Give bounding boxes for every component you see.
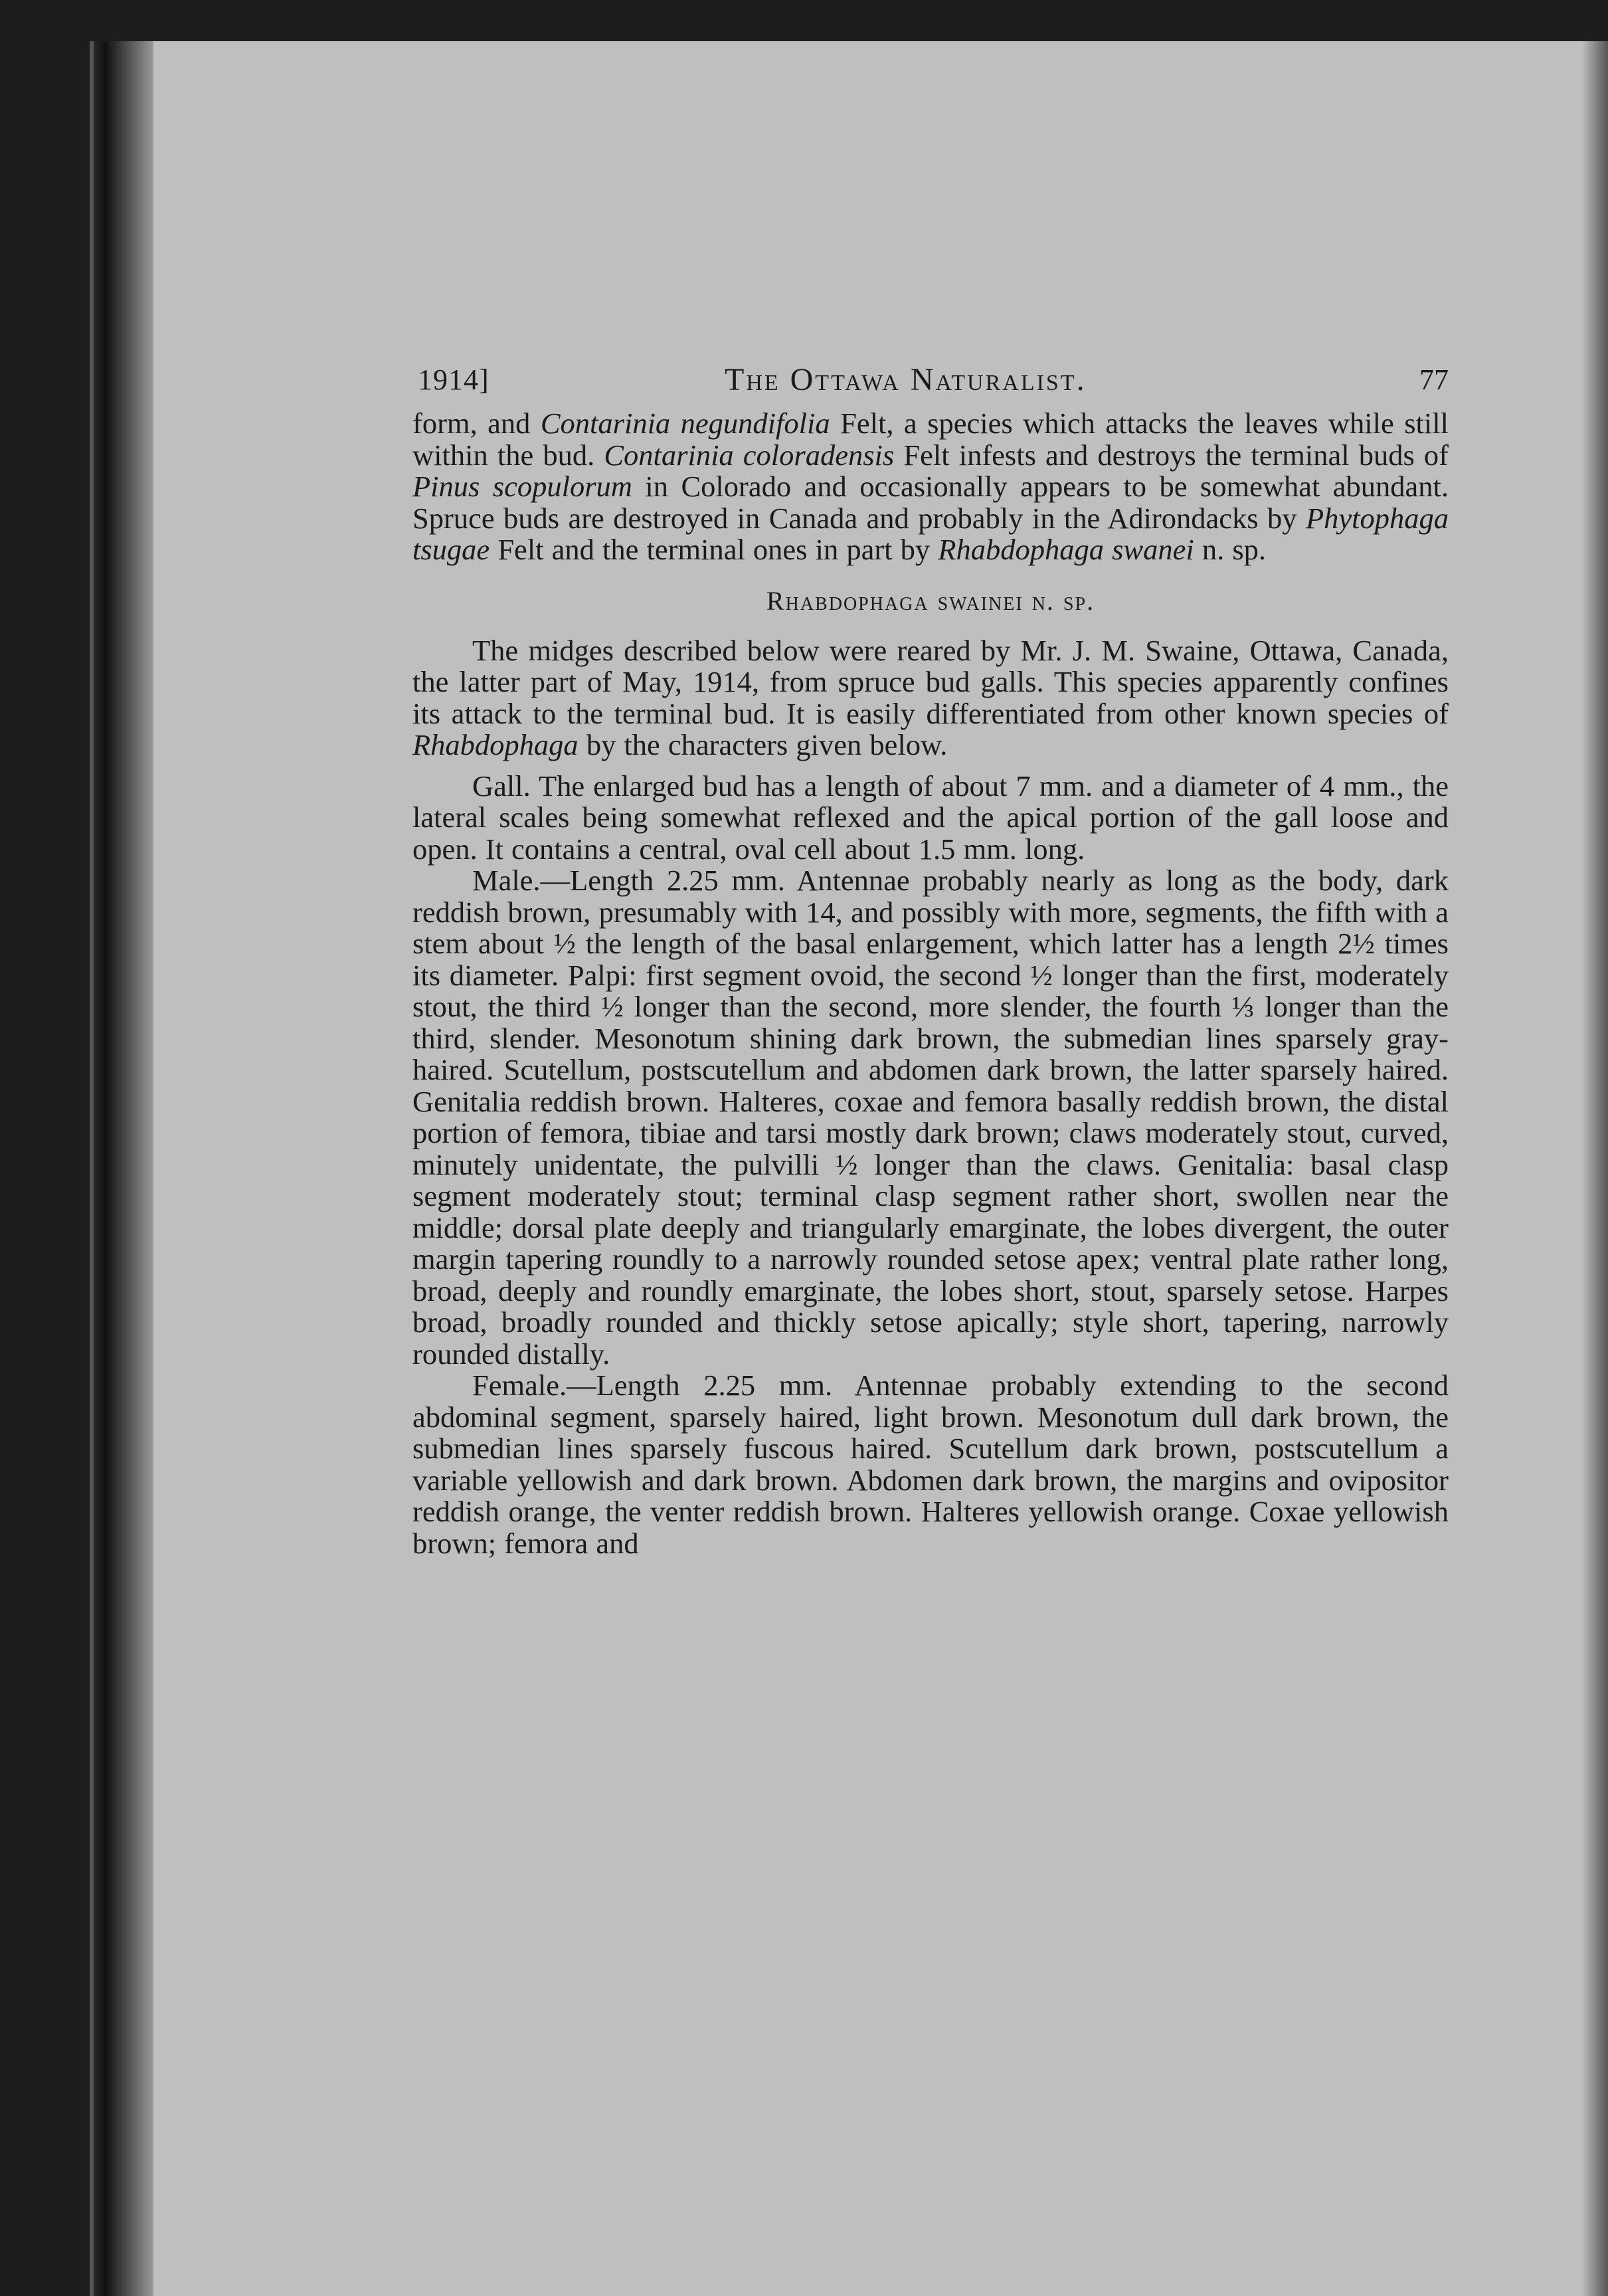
binding-shadow	[94, 41, 153, 2296]
paragraph-description: The midges described below were reared by Mr. J. M. Swaine, Ottawa, Canada, the latter part of May, 1914, from spruce bud galls. This species apparently confines its attack to the terminal bud. It is easily differentiated from other known species of Rhabdophaga by the characters given below.	[412, 633, 1449, 761]
section-heading: Rhabdophaga swainei n. sp.	[766, 585, 1095, 616]
running-header	[412, 359, 1449, 401]
page-number: 77	[1419, 363, 1449, 396]
article-body	[412, 408, 1449, 1559]
header-year: 1914]	[418, 363, 490, 396]
book-page	[90, 41, 1608, 2296]
page-edge-shadow	[1581, 41, 1608, 2296]
page-content	[412, 359, 1449, 1559]
paragraph-male: Male.—Length 2.25 mm. Antennae probably nearly as long as the body, dark reddish brown, presumably with 14, and possibly with more, segments, the fifth with a stem about ½ the length of the basal enlargement, which latter has a length 2½ times its diameter. Palpi: first segment ovoid, the second ½ longer than the first, moderately stout, the third ½ longer than the second, more slender, the fourth ⅓ longer than the third, slender. Mesonotum shining dark brown, the submedian lines sparsely gray-haired. Scutellum, postscutellum and abdomen dark brown, the latter sparsely haired. Genitalia reddish brown. Halteres, coxae and femora basally reddish brown, the distal portion of femora, tibiae and tarsi mostly dark brown; claws moderately stout, curved, minutely unidentate, the pulvilli ½ longer than the claws. Genitalia: basal clasp segment moderately stout; terminal clasp segment rather short, swollen near the middle; dorsal plate deeply and triangularly emarginate, the lobes divergent, the outer margin tapering roundly to a narrowly rounded setose apex; ventral plate rather long, broad, deeply and roundly emarginate, the lobes short, stout, sparsely setose. Harpes broad, broadly rounded and thickly setose apically; style short, tapering, narrowly rounded distally.	[412, 864, 1449, 1371]
header-journal-title: The Ottawa Naturalist.	[725, 362, 1087, 397]
paragraph-gall: Gall. The enlarged bud has a length of about 7 mm. and a diameter of 4 mm., the lateral scales being somewhat reflexed and the apical portion of the gall loose and open. It contains a central, oval cell about 1.5 mm. long.	[412, 769, 1449, 866]
species-name: Phytophaga tsugae	[412, 501, 1449, 566]
species-name: Contarinia negundifolia	[540, 407, 830, 440]
species-name: Pinus scopulorum	[412, 470, 632, 503]
species-name: Contarinia coloradensis	[604, 438, 895, 472]
species-name: Rhabdophaga swanei	[938, 533, 1194, 566]
paragraph-female: Female.—Length 2.25 mm. Antennae probably extending to the second abdominal segment, sparsely haired, light brown. Mesonotum dull dark brown, the submedian lines sparsely fuscous haired. Scutellum dark brown, postscutellum a variable yellowish and dark brown. Abdomen dark brown, the margins and ovipositor reddish orange, the venter reddish brown. Halteres yellowish orange. Coxae yellowish brown; femora and	[412, 1369, 1449, 1560]
species-name: Rhabdophaga	[412, 728, 579, 761]
paragraph-intro: form, and Contarinia negundifolia Felt, a species which attacks the leaves while still within the bud. Contarinia coloradensis Felt infests and destroys the terminal buds of Pinus scopulorum in Colorado and occasionally appears to be somewhat abundant. Spruce buds are destroyed in Canada and probably in the Adirondacks by Phytophaga tsugae Felt and the terminal ones in part by Rhabdophaga swanei n. sp.	[412, 407, 1449, 566]
